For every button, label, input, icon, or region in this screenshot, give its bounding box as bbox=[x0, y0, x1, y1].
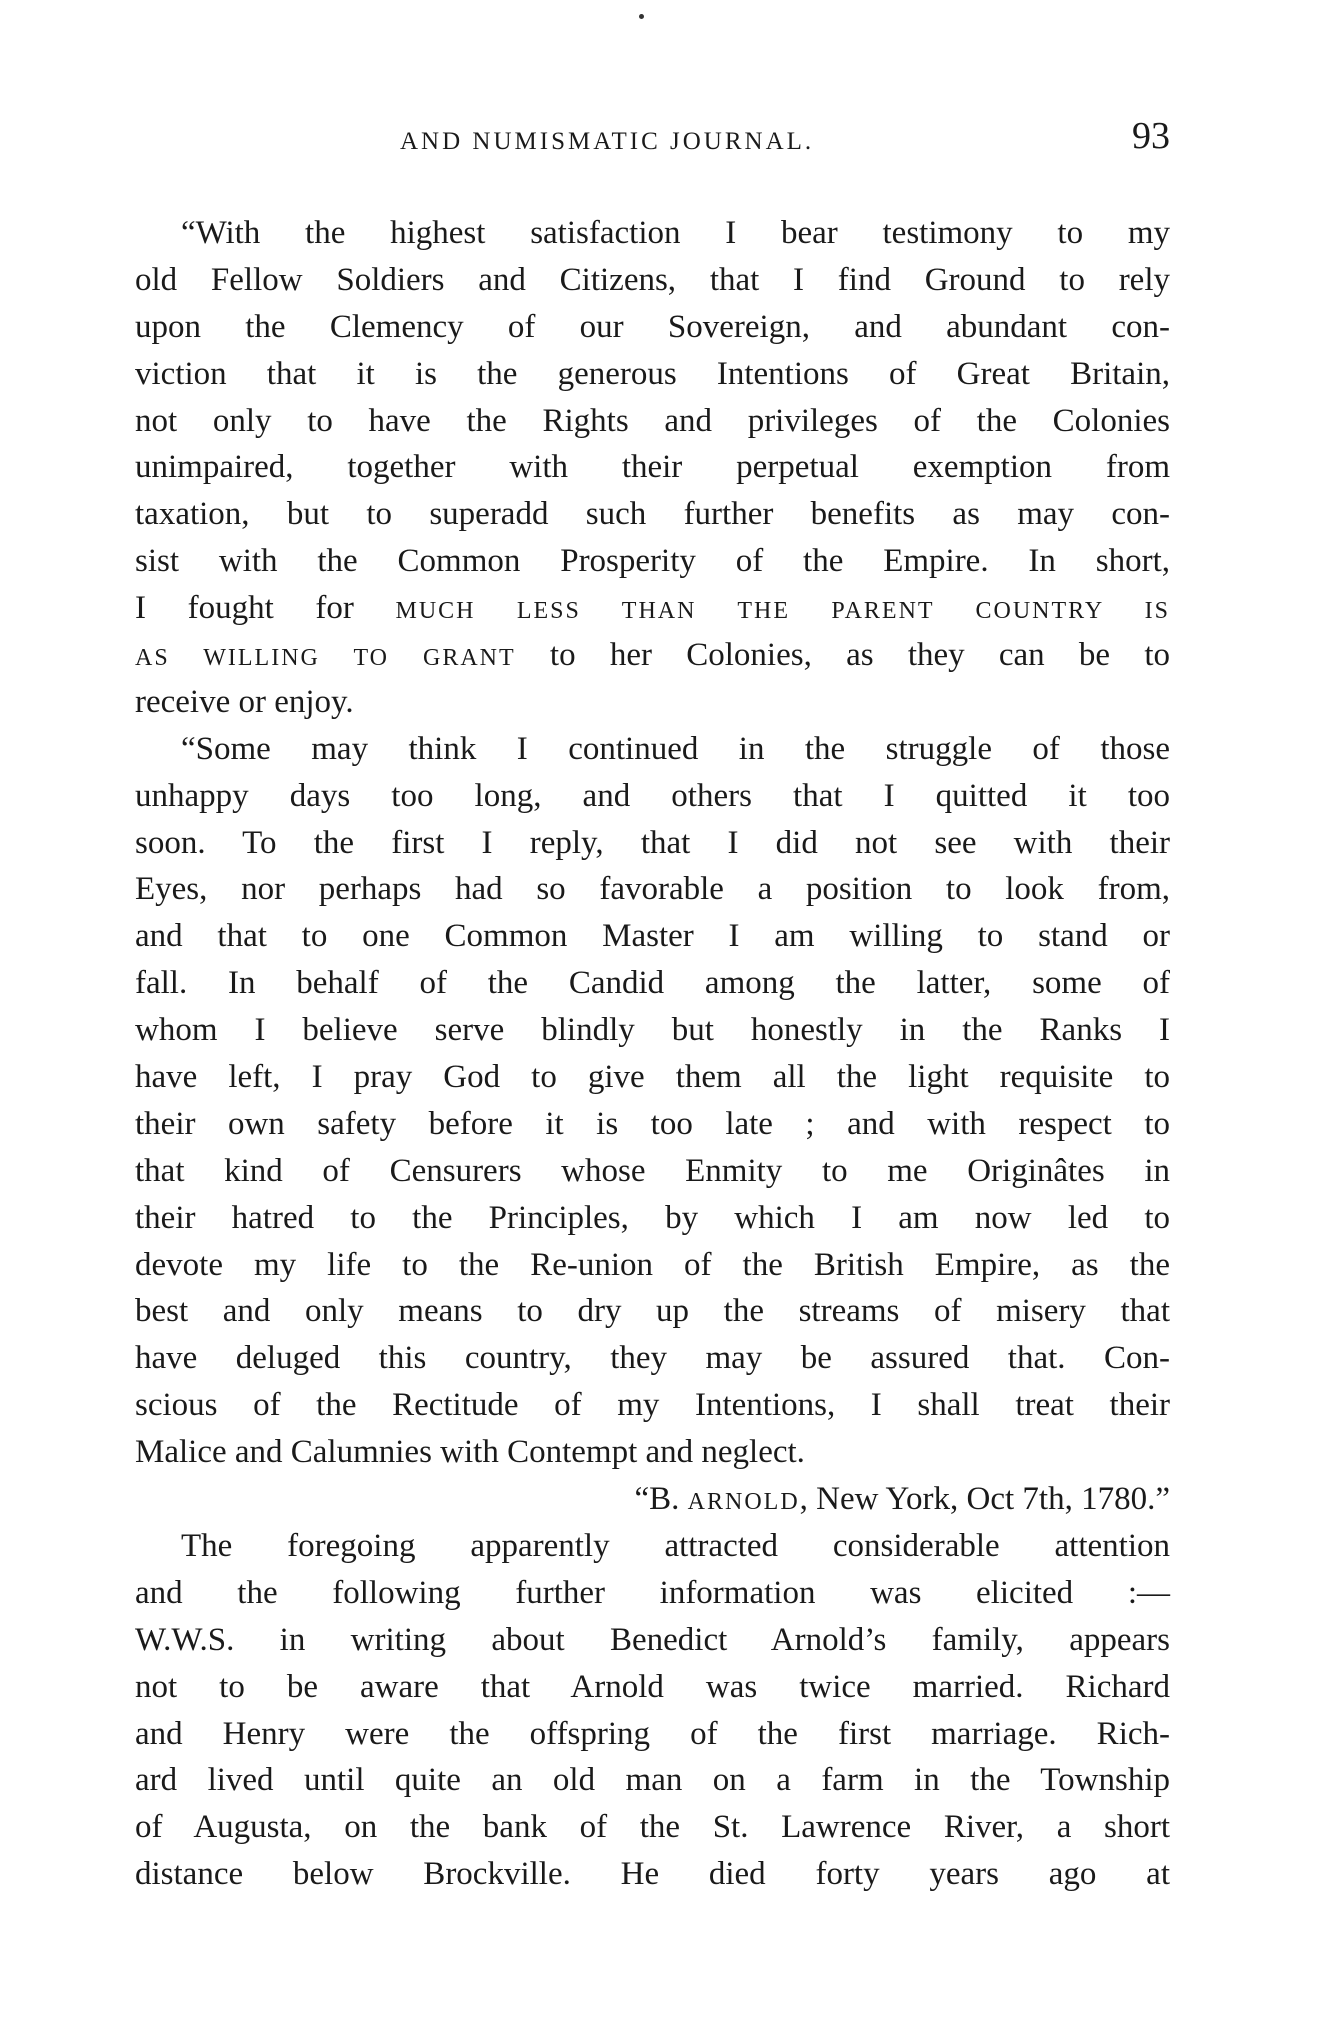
page-header bbox=[135, 114, 1170, 164]
text-line: and Henry were the offspring of the first marriage. Rich- bbox=[135, 1715, 1170, 1752]
text-line: soon. To the first I reply, that I did not see with their bbox=[135, 824, 1170, 861]
line-text-after: , New York, Oct 7th, 1780.” bbox=[799, 1481, 1170, 1518]
text-line: The foregoing apparently attracted considerable attention bbox=[181, 1527, 1170, 1564]
text-line: ard lived until quite an old man on a farm in the Township bbox=[135, 1762, 1170, 1799]
text-line: unhappy days too long, and others that I quitted it too bbox=[135, 777, 1170, 814]
text-line: that kind of Censurers whose Enmity to me Originâtes in bbox=[135, 1152, 1170, 1189]
small-caps-text: AS WILLING TO GRANT bbox=[135, 645, 516, 672]
text-line: fall. In behalf of the Candid among the latter, some of bbox=[135, 965, 1170, 1002]
text-line: have deluged this country, they may be assured that. Con- bbox=[135, 1340, 1170, 1377]
text-line: Eyes, nor perhaps had so favorable a position to look from, bbox=[135, 871, 1170, 908]
text-line: their hatred to the Principles, by which I am now led to bbox=[135, 1199, 1170, 1236]
text-line: their own safety before it is too late ; and with respect to bbox=[135, 1105, 1170, 1142]
text-line: Malice and Calumnies with Contempt and neglect. bbox=[135, 1434, 805, 1471]
text-line: “With the highest satisfaction I bear testimony to my bbox=[181, 215, 1170, 251]
text-line bbox=[135, 1476, 1170, 1523]
text-line: and the following further information was elicited :— bbox=[135, 1574, 1170, 1611]
text-line: of Augusta, on the bank of the St. Lawrence River, a short bbox=[135, 1809, 1170, 1846]
text-line: sist with the Common Prosperity of the Empire. In short, bbox=[135, 543, 1170, 580]
text-line: receive or enjoy. bbox=[135, 683, 354, 720]
small-caps-text: ARNOLD bbox=[687, 1489, 800, 1516]
text-line bbox=[135, 632, 1170, 679]
text-line: old Fellow Soldiers and Citizens, that I find Ground to rely bbox=[135, 261, 1170, 298]
text-line: taxation, but to superadd such further benefits as may con- bbox=[135, 496, 1170, 533]
line-text-after: to her Colonies, as they can be to bbox=[515, 637, 1171, 674]
text-line: devote my life to the Re-union of the British Empire, as the bbox=[135, 1246, 1170, 1283]
text-line: distance below Brockville. He died forty years ago at bbox=[135, 1856, 1170, 1893]
page-number: 93 bbox=[1132, 115, 1170, 157]
text-line: unimpaired, together with their perpetual exemption from bbox=[135, 449, 1170, 486]
text-line: “Some may think I continued in the struggle of those bbox=[181, 730, 1170, 767]
text-line: and that to one Common Master I am willing to stand or bbox=[135, 918, 1170, 955]
line-text: I fought for bbox=[135, 590, 396, 627]
text-line: not to be aware that Arnold was twice married. Richard bbox=[135, 1668, 1170, 1705]
text-line bbox=[135, 585, 1170, 632]
printer-dot bbox=[639, 14, 644, 19]
running-head: AND NUMISMATIC JOURNAL. bbox=[400, 128, 815, 155]
line-text: “B. bbox=[634, 1481, 688, 1518]
text-line: scious of the Rectitude of my Intentions, I shall treat their bbox=[135, 1387, 1170, 1424]
text-line: upon the Clemency of our Sovereign, and abundant con- bbox=[135, 308, 1170, 345]
text-line: W.W.S. in writing about Benedict Arnold’s family, appears bbox=[135, 1621, 1170, 1658]
text-line: best and only means to dry up the streams of misery that bbox=[135, 1293, 1170, 1330]
text-line: have left, I pray God to give them all the light requisite to bbox=[135, 1059, 1170, 1096]
text-line: whom I believe serve blindly but honestly in the Ranks I bbox=[135, 1012, 1170, 1049]
text-line: viction that it is the generous Intentions of Great Britain, bbox=[135, 355, 1170, 392]
body-text bbox=[135, 210, 1170, 1898]
text-line: not only to have the Rights and privileges of the Colonies bbox=[135, 402, 1170, 439]
small-caps-text: MUCH LESS THAN THE PARENT COUNTRY IS bbox=[395, 598, 1170, 625]
